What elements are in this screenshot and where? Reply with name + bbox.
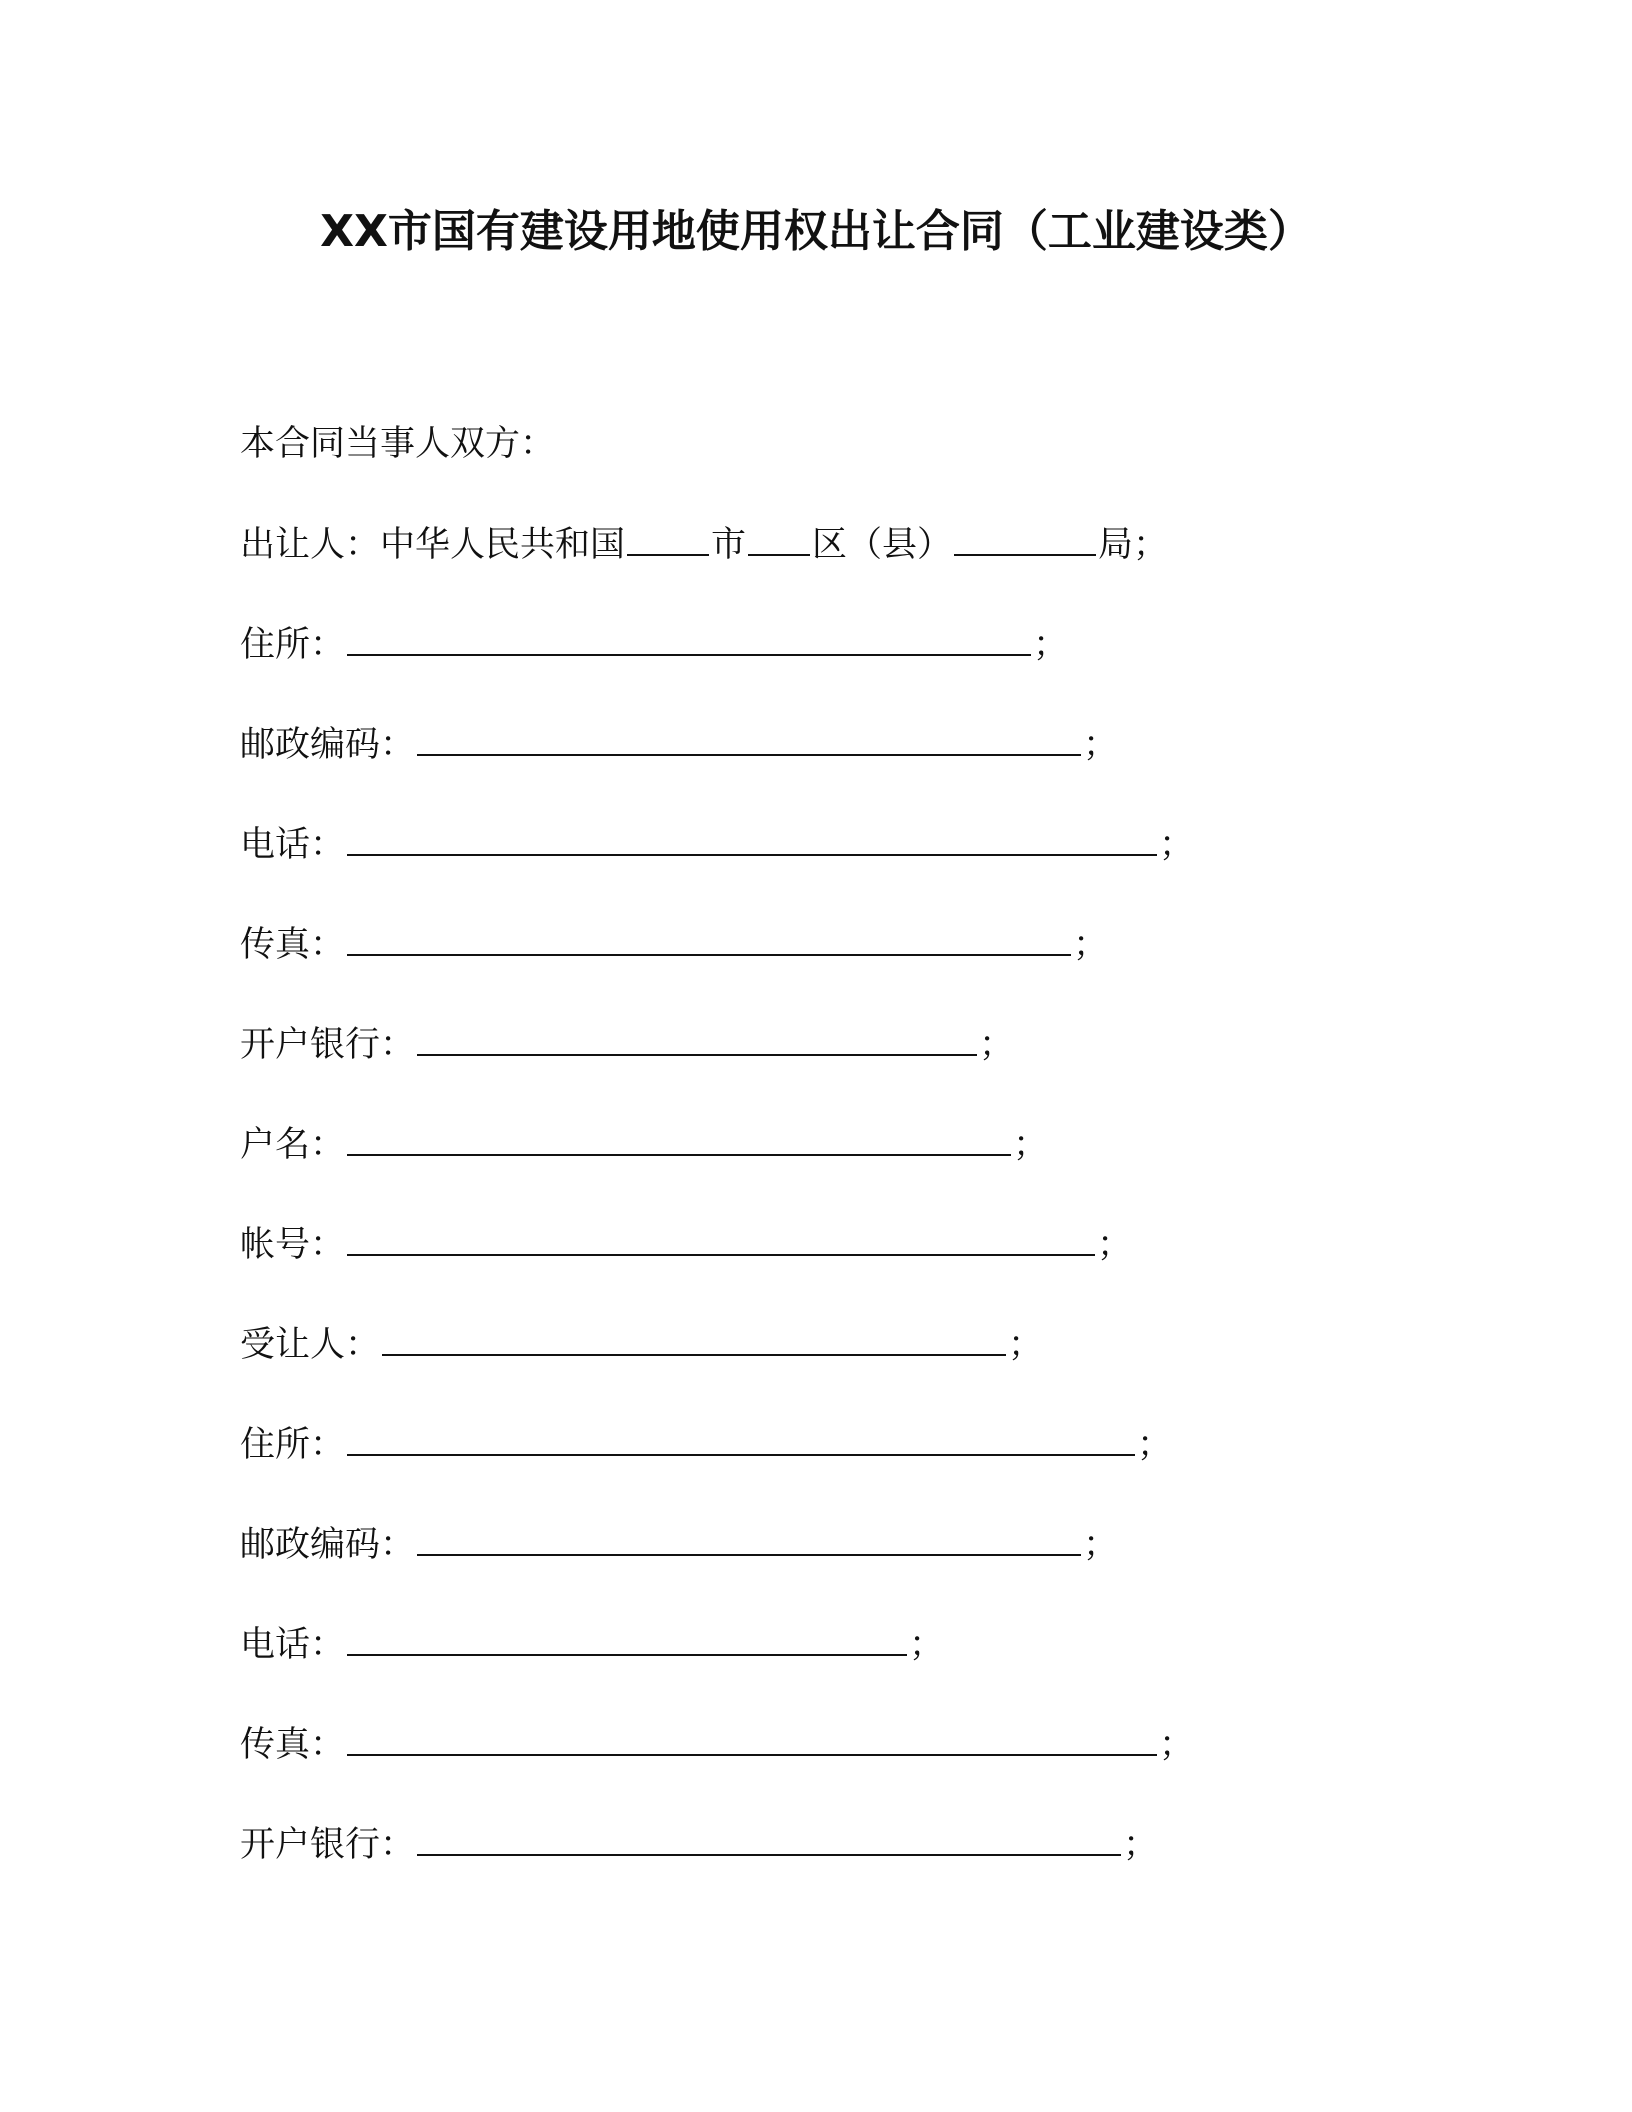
grantor-line [240, 520, 1168, 569]
line-end: ； [1097, 1225, 1133, 1265]
field-label: 开户银行： [240, 1025, 416, 1065]
grantor-district-blank[interactable] [748, 520, 810, 556]
grantor-city-blank[interactable] [627, 520, 709, 556]
grantor-phone-row [240, 820, 1194, 869]
grantee-address-row [240, 1420, 1172, 1469]
grantor-account-no-blank[interactable] [347, 1220, 1095, 1256]
line-end: ； [1159, 825, 1195, 865]
line-end: ； [1083, 1525, 1119, 1565]
grantee-postcode-row [240, 1520, 1118, 1569]
grantee-fax-row [240, 1720, 1194, 1769]
field-label: 开户银行： [240, 1825, 416, 1865]
grantor-bank-blank[interactable] [417, 1020, 977, 1056]
grantor-fax-blank[interactable] [347, 920, 1071, 956]
line-end: ； [1123, 1825, 1159, 1865]
field-label: 传真： [240, 1725, 346, 1765]
grantor-bureau-blank[interactable] [954, 520, 1096, 556]
field-label: 住所： [240, 1425, 346, 1465]
grantor-phone-blank[interactable] [347, 820, 1157, 856]
grantor-fax-row [240, 920, 1108, 969]
line-end: ； [909, 1625, 945, 1665]
grantee-address-blank[interactable] [347, 1420, 1135, 1456]
grantor-address-row [240, 620, 1068, 669]
grantee-postcode-blank[interactable] [417, 1520, 1081, 1556]
field-label: 帐号： [240, 1225, 346, 1265]
field-label: 电话： [240, 825, 346, 865]
grantor-account-name-row [240, 1120, 1048, 1169]
field-label: 邮政编码： [240, 1525, 416, 1565]
grantor-address-blank[interactable] [347, 620, 1031, 656]
line-end: ； [1073, 925, 1109, 965]
grantee-name-blank[interactable] [382, 1320, 1006, 1356]
grantor-district-suffix: 区（县） [812, 525, 953, 565]
grantee-bank-blank[interactable] [417, 1820, 1121, 1856]
grantor-account-no-row [240, 1220, 1132, 1269]
grantor-bank-row [240, 1020, 1014, 1069]
grantor-line-end: 局； [1098, 525, 1169, 565]
grantor-prefix: 出让人：中华人民共和国 [240, 525, 626, 565]
grantee-name-row [240, 1320, 1043, 1369]
grantee-fax-blank[interactable] [347, 1720, 1157, 1756]
line-end: ； [1137, 1425, 1173, 1465]
grantor-postcode-blank[interactable] [417, 720, 1081, 756]
field-label: 传真： [240, 925, 346, 965]
line-end: ； [1008, 1325, 1044, 1365]
line-end: ； [1159, 1725, 1195, 1765]
grantor-postcode-row [240, 720, 1118, 769]
field-label: 受让人： [240, 1325, 381, 1365]
field-label: 住所： [240, 625, 346, 665]
grantor-city-suffix: 市 [711, 525, 747, 565]
grantor-account-name-blank[interactable] [347, 1120, 1011, 1156]
field-label: 户名： [240, 1125, 346, 1165]
field-label: 电话： [240, 1625, 346, 1665]
grantee-phone-row [240, 1620, 944, 1669]
field-label: 邮政编码： [240, 725, 416, 765]
grantee-phone-blank[interactable] [347, 1620, 907, 1656]
line-end: ； [979, 1025, 1015, 1065]
line-end: ； [1013, 1125, 1049, 1165]
contract-title: XX市国有建设用地使用权出让合同（工业建设类） [320, 206, 1312, 257]
line-end: ； [1083, 725, 1119, 765]
line-end: ； [1033, 625, 1069, 665]
parties-intro: 本合同当事人双方： [240, 424, 556, 464]
grantee-bank-row [240, 1820, 1158, 1869]
